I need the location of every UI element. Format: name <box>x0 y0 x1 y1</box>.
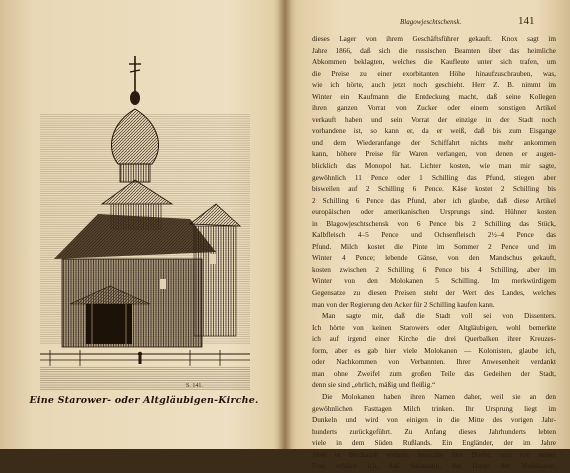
running-head: Blagowjeschtschensk. <box>400 18 462 26</box>
text-line: gewöhnlich 11 Pence oder 1 Schilling das Pfund, stiegen aber <box>312 173 556 182</box>
text-line: Abkommen beklagten, welches die Kaufleute unter sich trafen, um <box>312 58 556 67</box>
church-illustration <box>40 54 250 394</box>
text-line: hunderts zurückgeführt. Zu Anfang dieses Jahrhunderts lebten <box>312 427 556 436</box>
page-header <box>286 14 570 30</box>
text-line: dieses Lager von ihrem Geschäftsführer gekauft. Knox sagt im <box>312 35 556 43</box>
text-line: in Blagowjeschtschensk von 6 Pence bis 2 Schilling das Stück, <box>312 219 556 228</box>
text-line: gewöhnlichen Fasttagen Milch trinken. Ihr Ursprung liegt im <box>312 404 556 413</box>
text-line: Frau erfahre ich, daß Salamatin, das Haupt der Molokanen, <box>312 462 556 471</box>
text-line: 1848 in Berdiansk wohnte, besuchte ihre Dörfer, und von seiner <box>312 450 556 459</box>
left-page <box>0 0 284 449</box>
text-line: ihren ganzen Vorrat von Zucker oder einem sonstigen Artikel <box>312 104 556 113</box>
text-line: denn sie sind „ehrlich, mäßig und fleißig.“ <box>312 381 436 390</box>
text-line: 2 Schilling 6 Pence das Pfund, aber ich glaube, daß diese Artikel <box>312 196 556 205</box>
text-line: Kalbfleisch 4–5 Pence und Ochsenfleisch 2½–4 Pence das <box>312 231 556 240</box>
text-line: blicklich das Monopol hat. Lichter kosten, wie man mir sagte, <box>312 162 556 171</box>
text-line: oder Nachkommen von Verbannten. Ihrer Anwesenheit verdankt <box>312 358 556 367</box>
text-line: Winter 4 Pence; lebende Gänse, von den Mandschus gekauft, <box>312 254 556 263</box>
text-line: viele in dem Süden Rußlands. Ein Engländer, der im Jahre <box>312 439 556 448</box>
text-line: Die Molokanen haben ihren Namen daher, weil sie an den <box>322 392 556 401</box>
text-line: Man sagte mir, daß die Stadt voll sei von Dissenters. <box>322 312 556 321</box>
text-line: Gegensatze zu diesen Preisen steht der Wert des Landes, welches <box>312 289 556 298</box>
text-line: Winter ein Kaufmann die Entdeckung macht, daß seine Kollegen <box>312 92 556 101</box>
text-line: vorhandene ist, so kann er, da er weiß, daß bis zum Eisgange <box>312 127 556 136</box>
text-line: man ohne Zweifel zum großen Teile das Gedeihen der Stadt, <box>312 369 556 378</box>
right-page <box>286 0 570 471</box>
text-line: Ich hörte von keinen Starowers oder Altgläubigen, wohl bemerkte <box>312 323 556 332</box>
text-line: wie ich hörte, auch jetzt noch geschieht. Herr Z. B. nimmt im <box>312 81 556 90</box>
text-line: ich auf irgend einer Kirche die drei Querbalken ihrer Kreuzes- <box>312 335 556 344</box>
text-line: europäischen oder amerikanischen Ursprungs sind. Hühner kosten <box>312 208 556 217</box>
text-line: kosten zwischen 2 Schilling 6 Pence bis 4 Schilling, aber im <box>312 265 556 274</box>
body-text <box>312 34 556 473</box>
figure-number: S. 141. <box>186 383 203 389</box>
text-line: Jahre 1866, daß sich die russischen Beamten über das heimliche <box>312 46 556 55</box>
text-line: bisweilen auf 2 Schilling 6 Pence. Käse kostet 2 Schilling bis <box>312 185 556 194</box>
text-line: kann, höhere Preise für Waren verlangen, von denen er augen- <box>312 150 556 159</box>
text-line: Dunkeln und wird von einigen in die Mitte des vorigen Jahr- <box>312 416 556 425</box>
text-line: man von der Regierung den Acker für 2 Schilling kaufen kann. <box>312 300 495 309</box>
text-line: form, aber es gab hier viele Molokanen — Kolonisten, glaube ich, <box>312 346 556 355</box>
text-line: verkauft haben und sein Vorrat der einzige in der Stadt noch <box>312 115 556 124</box>
figure-caption: Eine Starower- oder Altgläubigen-Kirche. <box>29 395 259 406</box>
page-number: 141 <box>518 15 535 27</box>
church-engraving <box>40 54 250 394</box>
text-line: die Preise zu einer exorbitanten Höhe hinaufzuschrauben, was, <box>312 69 556 78</box>
text-line: und dem Wiederanfange der Schiffahrt nichts mehr ankommen <box>312 138 556 147</box>
text-line: Winter von den Molokanen 5 Schilling. Im merkwürdigem <box>312 277 556 286</box>
text-line: Pfund. Milch kostet die Pinte im Sommer 2 Pence und im <box>312 242 556 251</box>
